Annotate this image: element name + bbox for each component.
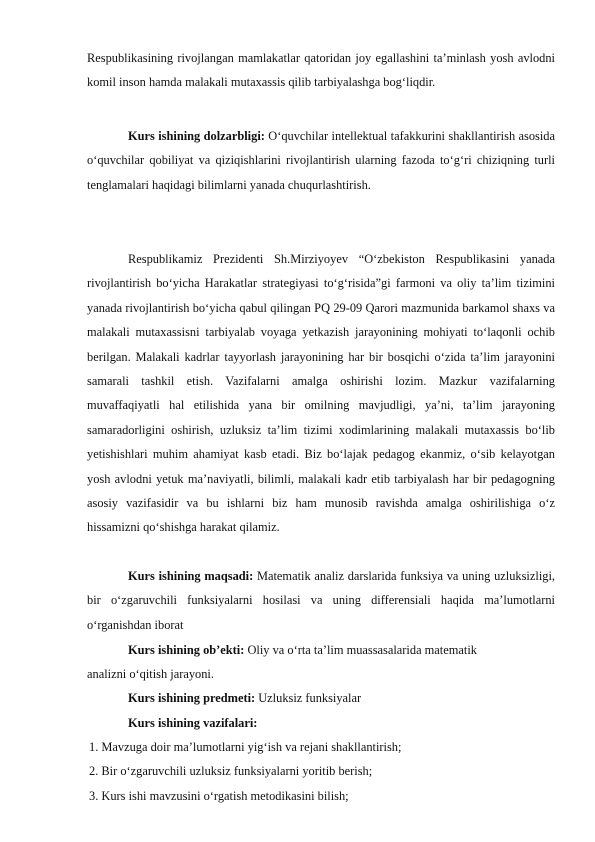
paragraph-goal (87, 564, 555, 637)
list-item: 1. Mavzuga doir ma’lumotlarni yig‘ish va rejani shakllantirish; (89, 740, 402, 754)
subject-text: Uzluksiz funksiyalar (255, 691, 362, 705)
paragraph-relevance (87, 124, 555, 197)
object-text: Oliy va o‘rta ta’lim muassasalarida matematik (244, 643, 477, 657)
paragraph-object-continuation: analizni o‘qitish jarayoni. (87, 667, 214, 681)
subject-label: Kurs ishining predmeti: (128, 691, 256, 705)
goal-label: Kurs ishining maqsadi: (128, 569, 254, 583)
paragraph-subject (87, 686, 555, 710)
goal-text: Matematik analiz darslarida funksiya va uning uzluksizligi, bir o‘zgaruvchili funksiyalarni hosilasi va uning differensiali haqida ma’lumotlarni o‘rganishdan iborat (87, 569, 555, 632)
paragraph-object (87, 638, 555, 662)
paragraph-intro: Respublikasining rivojlangan mamlakatlar qatoridan joy egallashini ta’minlash yosh avlodni komil inson hamda malakali mutaxassis qilib tarbiyalashga bog‘liqdir. (87, 51, 555, 90)
list-item: 3. Kurs ishi mavzusini o‘rgatish metodikasini bilish; (89, 789, 349, 803)
paragraph-president: Respublikamiz Prezidenti Sh.Mirziyoyev “O‘zbekiston Respublikasini yanada rivojlantirish bo‘yicha Harakatlar strategiyasi to‘g‘risida”gi farmoni va oliy ta’lim tizimini yanada rivojlantirish bo‘yicha qabul qilingan PQ 29-09 Qarori mazmunida barkamol shaxs va malakali mutaxassisni tarbiyalab voyaga yetkazish jarayonining mohiyati to‘laqonli ochib berilgan. Malakali kadrlar tayyorlash jarayonining har bir bosqichi o‘zida ta’lim jarayonini samarali tashkil etish. Vazifalarni amalga oshirishi lozim. Mazkur vazifalarning muvaffaqiyatli hal etilishida yana bir omilning mavjudligi, ya’ni, ta’lim jarayoning samaradorligini oshirish, uzluksiz ta’lim tizimi xodimlarining malakali mutaxassis bo‘lib yetishishlari muhim ahamiyat kasb etadi. Biz bo‘lajak pedagog ekanmiz, o‘sib kelayotgan yosh avlodni yetuk ma’naviyatli, bilimli, malakali kadr etib tarbiyalash har bir pedagogning asosiy vazifasidir va bu ishlarni biz ham munosib ravishda amalga oshirilishiga o‘z hissamizni qo‘shishga harakat qilamiz. (87, 252, 555, 535)
tasks-label: Kurs ishining vazifalari: (128, 716, 258, 730)
relevance-text: O‘quvchilar intellektual tafakkurini shakllantirish asosida o‘quvchilar qobiliyat va qiziqishlarini rivojlantirish ularning fazoda to‘g‘ri chiziqning turli tenglamalari haqidagi bilimlarni yanada chuqurlashtirish. (87, 129, 555, 192)
relevance-label: Kurs ishining dolzarbligi: (128, 129, 265, 143)
object-label: Kurs ishining ob’ekti: (128, 643, 245, 657)
list-item: 2. Bir o‘zgaruvchili uzluksiz funksiyalarni yoritib berish; (89, 764, 373, 778)
